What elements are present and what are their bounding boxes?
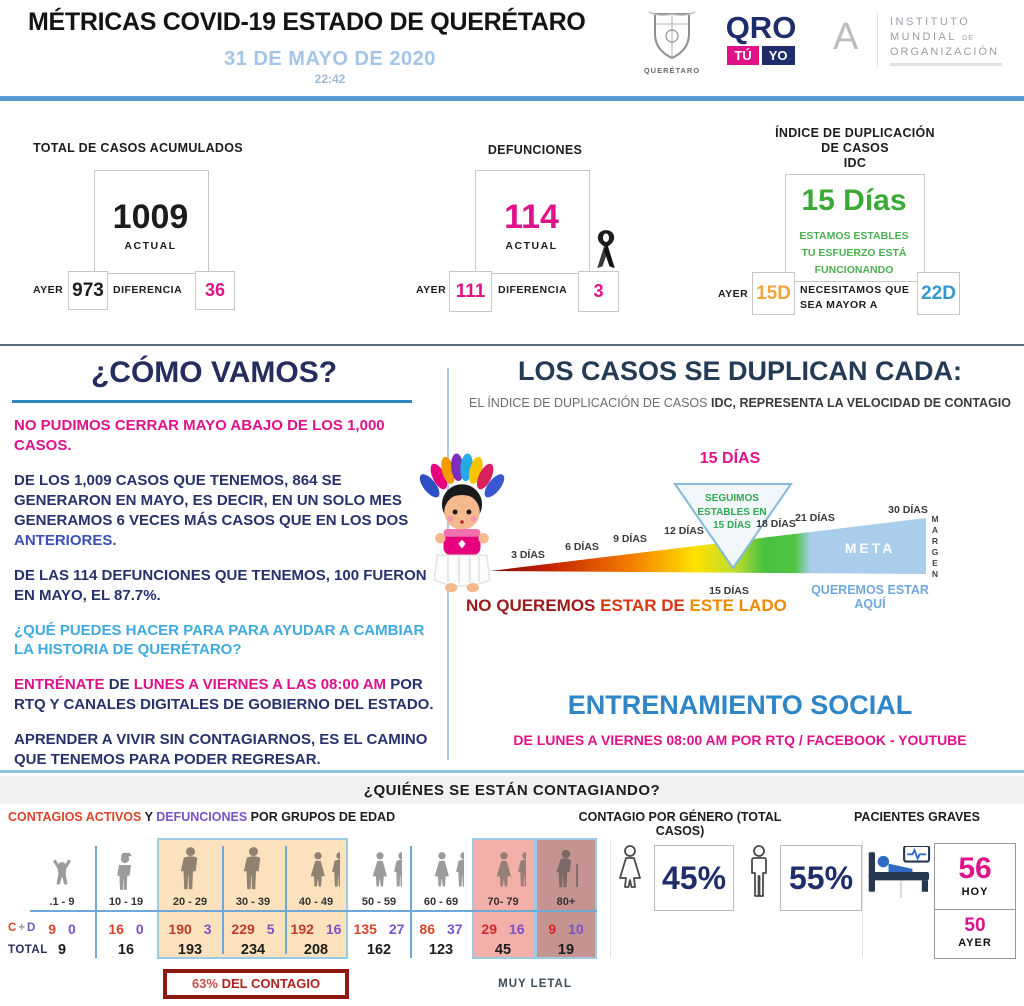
cd-cell: 192 16 bbox=[290, 921, 342, 937]
tick-6-dias: 6 DÍAS bbox=[565, 541, 599, 553]
age-label: 60 - 69 bbox=[423, 896, 459, 908]
idc-meta-box bbox=[917, 272, 960, 315]
yo-badge: YO bbox=[762, 46, 795, 65]
como-vamos-text bbox=[14, 416, 438, 785]
idc-title-3: IDC bbox=[843, 156, 867, 170]
queremos-estar-aqui: QUEREMOS ESTAR AQUÍ bbox=[811, 583, 929, 611]
graves-ayer-label: AYER bbox=[958, 937, 992, 949]
female-icon bbox=[614, 842, 646, 906]
paragraph-aprender: APRENDER A VIVIR SIN CONTAGIARNOS, ES EL CAMINO QUE TENEMOS PARA PODER REGRESAR. bbox=[14, 731, 428, 769]
age-label: 70- 79 bbox=[487, 896, 519, 908]
imo-tagline bbox=[890, 63, 1002, 66]
idc-message: ESTAMOS ESTABLES TU ESFUERZO ESTÁ FUNCIONANDO bbox=[799, 230, 909, 276]
contagio-63-pct: 63% bbox=[191, 976, 218, 991]
casos-ayer-label: AYER bbox=[33, 284, 64, 296]
qro-tuyo-logo bbox=[716, 12, 806, 65]
casos-actual-value: 1009 bbox=[112, 198, 189, 236]
age-label: 30 - 39 bbox=[235, 896, 271, 908]
contagio-63-box bbox=[163, 969, 349, 999]
total-row-label: TOTAL bbox=[8, 944, 48, 956]
paragraph-casos-mayo bbox=[14, 471, 438, 551]
entrenate-horario: LUNES A VIERNES A LAS 08:00 AM bbox=[133, 676, 387, 694]
paragraph-casos-mayo-anteriores: ANTERIORES. bbox=[14, 531, 117, 549]
total-cell: 9 bbox=[57, 942, 67, 958]
hospital-bed-icon bbox=[866, 846, 936, 898]
age-label: 80+ bbox=[556, 896, 576, 908]
idc-ayer-box bbox=[752, 272, 795, 315]
defunciones-actual-value: 114 bbox=[504, 198, 559, 236]
idc-ayer-label: AYER bbox=[718, 288, 749, 300]
defunciones-ayer-box bbox=[449, 271, 492, 312]
total-cell: 234 bbox=[240, 942, 266, 958]
contagiando-title: ¿QUIÉNES SE ESTÁN CONTAGIANDO? bbox=[363, 782, 661, 799]
adults-couple-icon bbox=[296, 848, 340, 892]
no-queremos-c: ESTE LADO bbox=[689, 596, 787, 615]
imo-line2: MUNDIAL bbox=[890, 31, 957, 43]
tick-30-dias: 30 DÍAS bbox=[888, 504, 928, 516]
adults-couple-icon bbox=[358, 848, 402, 892]
separator bbox=[610, 840, 611, 958]
casos-ayer-value: 973 bbox=[72, 280, 104, 301]
cd-cell: 9 0 bbox=[48, 921, 76, 937]
graves-section-label: PACIENTES GRAVES bbox=[854, 810, 980, 824]
defunciones-ayer-label: AYER bbox=[416, 284, 447, 296]
casos-dif-box bbox=[195, 271, 235, 310]
casos-dif-value: 36 bbox=[204, 280, 226, 300]
pointer-text: SEGUIMOS ESTABLES EN 15 DÍAS bbox=[697, 493, 767, 531]
child-icon bbox=[49, 858, 75, 890]
cd-cell: 190 3 bbox=[168, 921, 212, 937]
table-header-rule bbox=[30, 910, 597, 912]
idc-title-1: ÍNDICE DE DUPLICACIÓN bbox=[775, 126, 935, 140]
tu-badge: TÚ bbox=[727, 46, 758, 65]
male-icon bbox=[744, 842, 774, 906]
tick-21-dias: 21 DÍAS bbox=[795, 512, 835, 524]
cd-cell: 135 27 bbox=[353, 921, 405, 937]
adults-couple-icon bbox=[420, 848, 464, 892]
entrenamiento-subtitle: DE LUNES A VIERNES 08:00 AM POR RTQ / FACEBOOK - YOUTUBE bbox=[513, 732, 967, 748]
defunciones-dif-box bbox=[578, 271, 619, 312]
grupos-edad-label: POR GRUPOS DE EDAD bbox=[247, 810, 396, 824]
pointer-title: 15 DÍAS bbox=[699, 450, 761, 467]
total-cell: 19 bbox=[557, 942, 575, 958]
defunciones-dif-value: 3 bbox=[593, 281, 604, 301]
male-pct-box bbox=[780, 845, 862, 911]
defunciones-title: DEFUNCIONES bbox=[487, 143, 583, 157]
d-label: D bbox=[27, 922, 38, 934]
casos-dif-label: DIFERENCIA bbox=[113, 284, 183, 296]
logo-divider bbox=[877, 14, 878, 66]
qro-logo-text: QRO bbox=[725, 10, 797, 45]
total-cell: 16 bbox=[117, 942, 135, 958]
defunciones-dif-label: DIFERENCIA bbox=[498, 284, 568, 296]
queretaro-crest-label: QUERÉTARO bbox=[643, 66, 701, 75]
no-queremos-b: ESTAR DE bbox=[595, 596, 690, 615]
report-time: 22:42 bbox=[314, 72, 346, 86]
muy-letal-label: MUY LETAL bbox=[498, 978, 572, 990]
duplican-subtitle bbox=[460, 396, 1020, 410]
casos-title: TOTAL DE CASOS ACUMULADOS bbox=[33, 141, 243, 155]
idc-ayer-value: 15D bbox=[756, 283, 791, 304]
paragraph-que-puedes-hacer: ¿QUÉ PUEDES HACER PARA PARA AYUDAR A CAMBIAR LA HISTORIA DE QUERÉTARO? bbox=[14, 621, 425, 659]
genero-section-label: CONTAGIO POR GÉNERO (TOTAL CASOS) bbox=[578, 810, 782, 838]
margen-label: MARGEN bbox=[930, 514, 940, 580]
contagios-activos-label: CONTAGIOS ACTIVOS bbox=[8, 810, 142, 824]
separator bbox=[862, 840, 863, 958]
imo-line1: INSTITUTO bbox=[890, 16, 971, 28]
bottom-rule bbox=[0, 770, 1024, 773]
tick-9-dias: 9 DÍAS bbox=[613, 533, 647, 545]
graves-hoy-box bbox=[934, 843, 1016, 911]
total-cell: 193 bbox=[177, 942, 203, 958]
entrenate-de: DE bbox=[104, 676, 134, 694]
graves-ayer-box bbox=[934, 909, 1016, 959]
tick-18-dias: 18 DÍAS bbox=[756, 518, 796, 530]
report-date: 31 DE MAYO DE 2020 bbox=[224, 48, 436, 70]
idc-meta-value: 22D bbox=[921, 283, 956, 304]
total-cell: 162 bbox=[366, 942, 392, 958]
cd-cell: 29 16 bbox=[481, 921, 525, 937]
paragraph-entrenate bbox=[14, 675, 438, 715]
page-title: MÉTRICAS COVID-19 ESTADO DE QUERÉTARO bbox=[28, 8, 586, 36]
cd-cell: 16 0 bbox=[108, 921, 144, 937]
cd-cell: 86 37 bbox=[419, 921, 463, 937]
age-section-label bbox=[8, 810, 395, 824]
mourning-ribbon-icon bbox=[592, 228, 620, 272]
age-label: 50 - 59 bbox=[361, 896, 397, 908]
paragraph-mayo-1000: NO PUDIMOS CERRAR MAYO ABAJO DE LOS 1,000 CASOS. bbox=[14, 417, 385, 454]
casos-ayer-box bbox=[68, 271, 108, 310]
defunciones-label: DEFUNCIONES bbox=[156, 810, 248, 824]
age-label: .1 - 9 bbox=[49, 896, 75, 908]
female-pct-box bbox=[654, 845, 734, 911]
como-vamos-title: ¿CÓMO VAMOS? bbox=[90, 356, 338, 389]
meta-label: META bbox=[844, 540, 896, 556]
female-pct: 45% bbox=[661, 860, 727, 896]
age-label: 40 - 49 bbox=[298, 896, 334, 908]
paragraph-casos-mayo-main: DE LOS 1,009 CASOS QUE TENEMOS, 864 SE GENERARON EN MAYO, ES DECIR, EN UN SOLO MES GENERAMOS 6 VECES MÁS CASOS QUE EN LOS DOS bbox=[14, 471, 409, 529]
seniors-couple-icon bbox=[482, 848, 526, 892]
imo-logo-text bbox=[890, 16, 1024, 66]
tick-15-dias: 15 DÍAS bbox=[709, 585, 749, 597]
lele-doll-icon bbox=[408, 450, 516, 608]
graves-hoy-label: HOY bbox=[961, 886, 989, 898]
entrenamiento-title: ENTRENAMIENTO SOCIAL bbox=[567, 690, 913, 720]
duplican-subtitle-normal: EL ÍNDICE DE DUPLICACIÓN DE CASOS bbox=[469, 396, 711, 410]
queretaro-crest-icon bbox=[647, 10, 697, 64]
total-cell: 208 bbox=[303, 942, 329, 958]
age-label: 10 - 19 bbox=[108, 896, 144, 908]
paragraph-defunciones-mayo: DE LAS 114 DEFUNCIONES QUE TENEMOS, 100 FUERON EN MAYO, EL 87.7%. bbox=[14, 566, 427, 604]
header-rule bbox=[0, 96, 1024, 101]
idc-necesitamos-label: NECESITAMOS QUE SEA MAYOR A bbox=[800, 284, 910, 311]
entrenate-canales: POR RTQ Y CANALES DIGITALES DE GOBIERNO DEL ESTADO. bbox=[14, 676, 434, 714]
idc-actual-value: 15 Días bbox=[801, 184, 907, 217]
tick-12-dias: 12 DÍAS bbox=[664, 525, 704, 537]
defunciones-actual-label: ACTUAL bbox=[505, 240, 558, 252]
no-queremos-a: NO QUEREMOS bbox=[466, 596, 596, 615]
plus-label: + bbox=[18, 922, 28, 934]
age-label: 20 - 29 bbox=[172, 896, 208, 908]
entrenate-highlight: ENTRÉNATE bbox=[14, 676, 105, 694]
tick-3-dias: 3 DÍAS bbox=[511, 549, 545, 561]
cd-cell: 9 10 bbox=[548, 921, 584, 937]
contagio-63-label: DEL CONTAGIO bbox=[221, 976, 321, 991]
imo-line2-small: DE bbox=[962, 35, 974, 42]
imo-line3: ORGANIZACIÓN bbox=[890, 46, 999, 58]
como-vamos-underline bbox=[12, 400, 412, 403]
young-man-icon bbox=[177, 846, 204, 892]
man-tie-icon bbox=[240, 846, 267, 892]
elderly-cane-icon bbox=[552, 848, 582, 890]
y-label: Y bbox=[141, 810, 157, 824]
c-label: C bbox=[8, 922, 19, 934]
section-divider bbox=[0, 344, 1024, 346]
graves-hoy-value: 56 bbox=[958, 852, 992, 885]
teen-icon bbox=[112, 852, 138, 892]
imo-letter-logo: A bbox=[833, 16, 859, 58]
defunciones-ayer-value: 111 bbox=[455, 281, 486, 302]
total-cell: 45 bbox=[494, 942, 512, 958]
casos-actual-label: ACTUAL bbox=[124, 240, 177, 252]
graves-ayer-value: 50 bbox=[964, 915, 986, 936]
male-pct: 55% bbox=[788, 860, 854, 896]
total-cell: 123 bbox=[428, 942, 454, 958]
duplican-title: LOS CASOS SE DUPLICAN CADA: bbox=[517, 356, 963, 386]
idc-title-2: DE CASOS bbox=[821, 141, 889, 155]
cd-cell: 229 5 bbox=[231, 921, 275, 937]
duplican-subtitle-bold: IDC, REPRESENTA LA VELOCIDAD DE CONTAGIO bbox=[710, 396, 1011, 410]
